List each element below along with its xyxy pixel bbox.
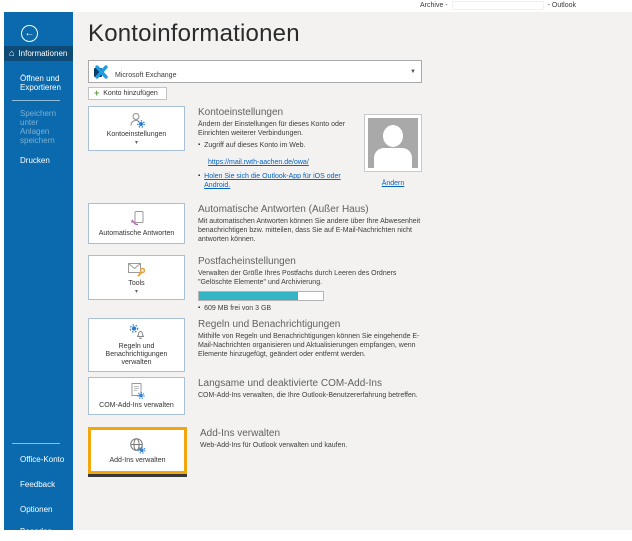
backstage-sidebar	[4, 12, 73, 536]
bullet-icon: ▪	[198, 142, 201, 148]
change-photo-link[interactable]: Ändern	[381, 180, 405, 187]
sidebar-item-anlagen-speichern	[4, 124, 62, 148]
rules-and-alerts-button[interactable]	[88, 318, 185, 372]
sidebar-item-label: Drucken	[20, 156, 50, 165]
sidebar-item-feedback[interactable]	[4, 477, 73, 492]
chevron-down-icon: ▾	[134, 140, 138, 146]
section-com-add-ins	[88, 377, 422, 421]
window-title-right: - Outlook	[547, 2, 577, 9]
section-heading: Regeln und Benachrichtigungen	[198, 319, 341, 330]
window-title	[420, 1, 576, 10]
chevron-down-icon: ▾	[134, 289, 138, 295]
backstage-main	[73, 12, 632, 530]
add-account-label: Konto hinzufügen	[103, 90, 158, 97]
sidebar-item-label: Öffnen und Exportieren	[20, 74, 61, 92]
back-arrow-icon: ←	[24, 28, 35, 39]
section-body: Ändern der Einstellungen für dieses Konto oder Einrichten weiterer Verbindungen.	[198, 121, 346, 137]
add-account-button[interactable]	[88, 87, 167, 100]
account-settings-icon	[128, 111, 146, 129]
section-postfacheinstellungen	[88, 255, 422, 313]
rules-alerts-icon	[128, 323, 146, 341]
button-label: Regeln und Benachrichtigungen verwalten	[105, 343, 168, 366]
outlook-window	[4, 0, 632, 536]
sidebar-item-informationen[interactable]	[4, 46, 73, 61]
sidebar-item-optionen[interactable]	[4, 502, 73, 517]
account-photo-frame	[364, 114, 422, 172]
sidebar-item-label: Feedback	[20, 480, 56, 489]
section-heading: Kontoeinstellungen	[198, 107, 284, 118]
storage-label: 609 MB frei von 3 GB	[204, 305, 272, 312]
account-email-redacted	[115, 65, 225, 72]
tools-button[interactable]	[88, 255, 185, 300]
outlook-app-link[interactable]: Holen Sie sich die Outlook-App für iOS oder Android.	[204, 173, 341, 189]
mailbox-storage-fill	[199, 292, 298, 300]
section-body: Verwalten der Größe Ihres Postfachs durch Leeren des Ordners "Gelöschte Elemente" und Archivierung.	[198, 270, 397, 286]
window-titlebar	[4, 0, 632, 12]
button-label: Add-Ins verwalten	[109, 456, 166, 464]
backstage-view	[4, 12, 632, 536]
home-icon: ⌂	[9, 48, 15, 58]
person-silhouette-icon	[368, 118, 418, 168]
sidebar-item-drucken[interactable]	[4, 153, 73, 168]
sidebar-item-label: Anlagen speichern	[20, 127, 55, 145]
bullet-icon: ▪	[198, 305, 201, 311]
account-photo[interactable]	[364, 114, 422, 190]
sidebar-item-label: Optionen	[20, 505, 53, 514]
section-kontoeinstellungen	[88, 106, 422, 198]
button-label: Tools	[128, 280, 145, 287]
com-add-ins-button[interactable]	[88, 377, 185, 415]
section-heading: Langsame und deaktivierte COM-Add-Ins	[198, 378, 382, 389]
section-add-ins-verwalten	[88, 427, 422, 474]
sidebar-item-label: Informationen	[18, 49, 68, 58]
sidebar-item-label: Speichern unter	[20, 109, 57, 127]
com-add-ins-icon	[128, 382, 146, 400]
sidebar-item-beenden[interactable]	[4, 524, 73, 539]
owa-link[interactable]: https://mail.rwth-aachen.de/owa/	[208, 159, 309, 166]
section-body: COM-Add-Ins verwalten, die Ihre Outlook-Benutzererfahrung betreffen.	[198, 392, 418, 399]
account-provider-label: Microsoft Exchange	[115, 71, 177, 79]
sidebar-divider	[12, 443, 60, 444]
sidebar-item-office-konto[interactable]	[4, 452, 73, 467]
section-body: Mit automatischen Antworten können Sie andere über Ihre Abwesenheit benachrichtigen bzw. mitteilen, dass Sie auf E-Mail-Nachrichten nicht antworten können.	[198, 218, 421, 243]
button-label: COM-Add-Ins verwalten	[99, 402, 174, 409]
out-of-office-icon	[128, 210, 146, 228]
sidebar-item-label: Office-Konto	[20, 455, 65, 464]
section-body: Web-Add-Ins für Outlook verwalten und kaufen.	[200, 442, 348, 449]
page-title: Kontoinformationen	[88, 20, 300, 47]
button-label: Automatische Antworten	[98, 229, 175, 237]
window-title-left: Archive -	[420, 2, 448, 9]
chevron-down-icon: ▼	[410, 69, 416, 75]
automatic-replies-button[interactable]	[88, 203, 185, 244]
section-regeln-und-benachrichtigungen	[88, 318, 422, 372]
bullet-text: Zugriff auf dieses Konto im Web.	[204, 142, 306, 149]
section-heading: Automatische Antworten (Außer Haus)	[198, 204, 369, 215]
button-label: Kontoeinstellungen	[106, 131, 167, 138]
exchange-icon	[93, 64, 109, 80]
sidebar-divider	[12, 100, 60, 101]
account-settings-button[interactable]	[88, 106, 185, 151]
web-add-ins-icon	[128, 437, 147, 455]
manage-add-ins-button[interactable]	[88, 427, 187, 474]
sections	[88, 106, 422, 474]
back-button[interactable]	[21, 25, 38, 42]
window-title-redacted-email	[452, 1, 544, 10]
account-dropdown[interactable]	[88, 60, 422, 83]
section-heading: Postfacheinstellungen	[198, 256, 296, 267]
section-heading: Add-Ins verwalten	[200, 428, 281, 439]
mailbox-storage-bar	[198, 291, 324, 301]
mailbox-cleanup-icon	[127, 260, 146, 278]
bullet-icon: ▪	[198, 173, 201, 179]
plus-icon: +	[94, 88, 100, 98]
section-body: Mithilfe von Regeln und Benachrichtigungen können Sie eingehende E-Mail-Nachrichten organisieren und Aktualisierungen empfangen, wenn Elemente hinzugefügt, geändert oder entfernt werden.	[198, 333, 420, 358]
sidebar-item-oeffnen-und-exportieren[interactable]	[4, 71, 66, 95]
section-automatische-antworten	[88, 203, 422, 249]
sidebar-item-label: Beenden	[20, 527, 53, 536]
